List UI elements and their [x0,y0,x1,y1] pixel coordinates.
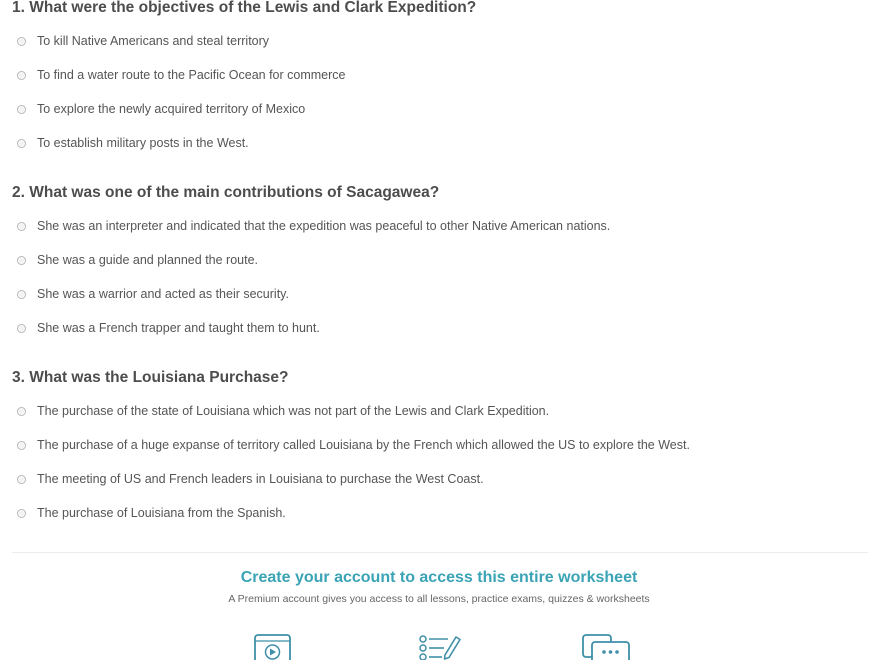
question-2-option-3[interactable] [17,284,289,304]
radio-button[interactable] [17,509,26,518]
option-label: To explore the newly acquired territory of Mexico [37,102,306,116]
radio-button[interactable] [17,407,26,416]
radio-button[interactable] [17,324,26,333]
question-1-option-3[interactable] [17,99,305,119]
question-2-title: 2. What was one of the main contributions of Sacagawea? [12,184,440,201]
option-label: To find a water route to the Pacific Ocean for commerce [37,68,346,82]
option-label: She was a guide and planned the route. [37,253,259,267]
question-1-option-1[interactable] [17,31,269,51]
question-2-option-1[interactable] [17,216,610,236]
chat-bubbles-icon [580,633,632,665]
option-label: The meeting of US and French leaders in Louisiana to purchase the West Coast. [37,472,484,486]
question-3-option-4[interactable] [17,503,286,523]
radio-button[interactable] [17,441,26,450]
option-label: The purchase of Louisiana from the Spanish. [37,506,286,520]
radio-button[interactable] [17,71,26,80]
question-3-option-1[interactable] [17,401,549,421]
question-1-option-4[interactable] [17,133,249,153]
cta-title[interactable]: Create your account to access this entire worksheet [240,569,638,586]
radio-button[interactable] [17,222,26,231]
question-1-option-2[interactable] [17,65,345,85]
question-2 [12,183,872,203]
question-3-option-3[interactable] [17,469,484,489]
question-2-option-2[interactable] [17,250,258,270]
option-label: She was a warrior and acted as their security. [37,287,289,301]
option-label: To establish military posts in the West. [37,136,249,150]
quiz-checklist-icon [418,633,463,665]
question-2-option-4[interactable] [17,318,320,338]
question-3 [12,368,872,388]
question-1 [12,0,872,18]
option-label: The purchase of the state of Louisiana which was not part of the Lewis and Clark Expedition. [37,404,550,418]
cta-subtitle: A Premium account gives you access to all lessons, practice exams, quizzes & worksheets [228,593,650,605]
radio-button[interactable] [17,139,26,148]
radio-button[interactable] [17,105,26,114]
option-label: The purchase of a huge expanse of territory called Louisiana by the French which allowed the US to explore the West. [37,438,690,452]
question-1-title: 1. What were the objectives of the Lewis and Clark Expedition? [12,0,477,16]
radio-button[interactable] [17,37,26,46]
option-label: She was a French trapper and taught them to hunt. [37,321,320,335]
question-3-title: 3. What was the Louisiana Purchase? [12,369,289,386]
video-lesson-icon [253,633,293,665]
question-3-option-2[interactable] [17,435,690,455]
section-divider [12,552,868,553]
radio-button[interactable] [17,475,26,484]
option-label: She was an interpreter and indicated that the expedition was peaceful to other Native American nations. [37,219,611,233]
option-label: To kill Native Americans and steal territory [37,34,270,48]
radio-button[interactable] [17,256,26,265]
radio-button[interactable] [17,290,26,299]
